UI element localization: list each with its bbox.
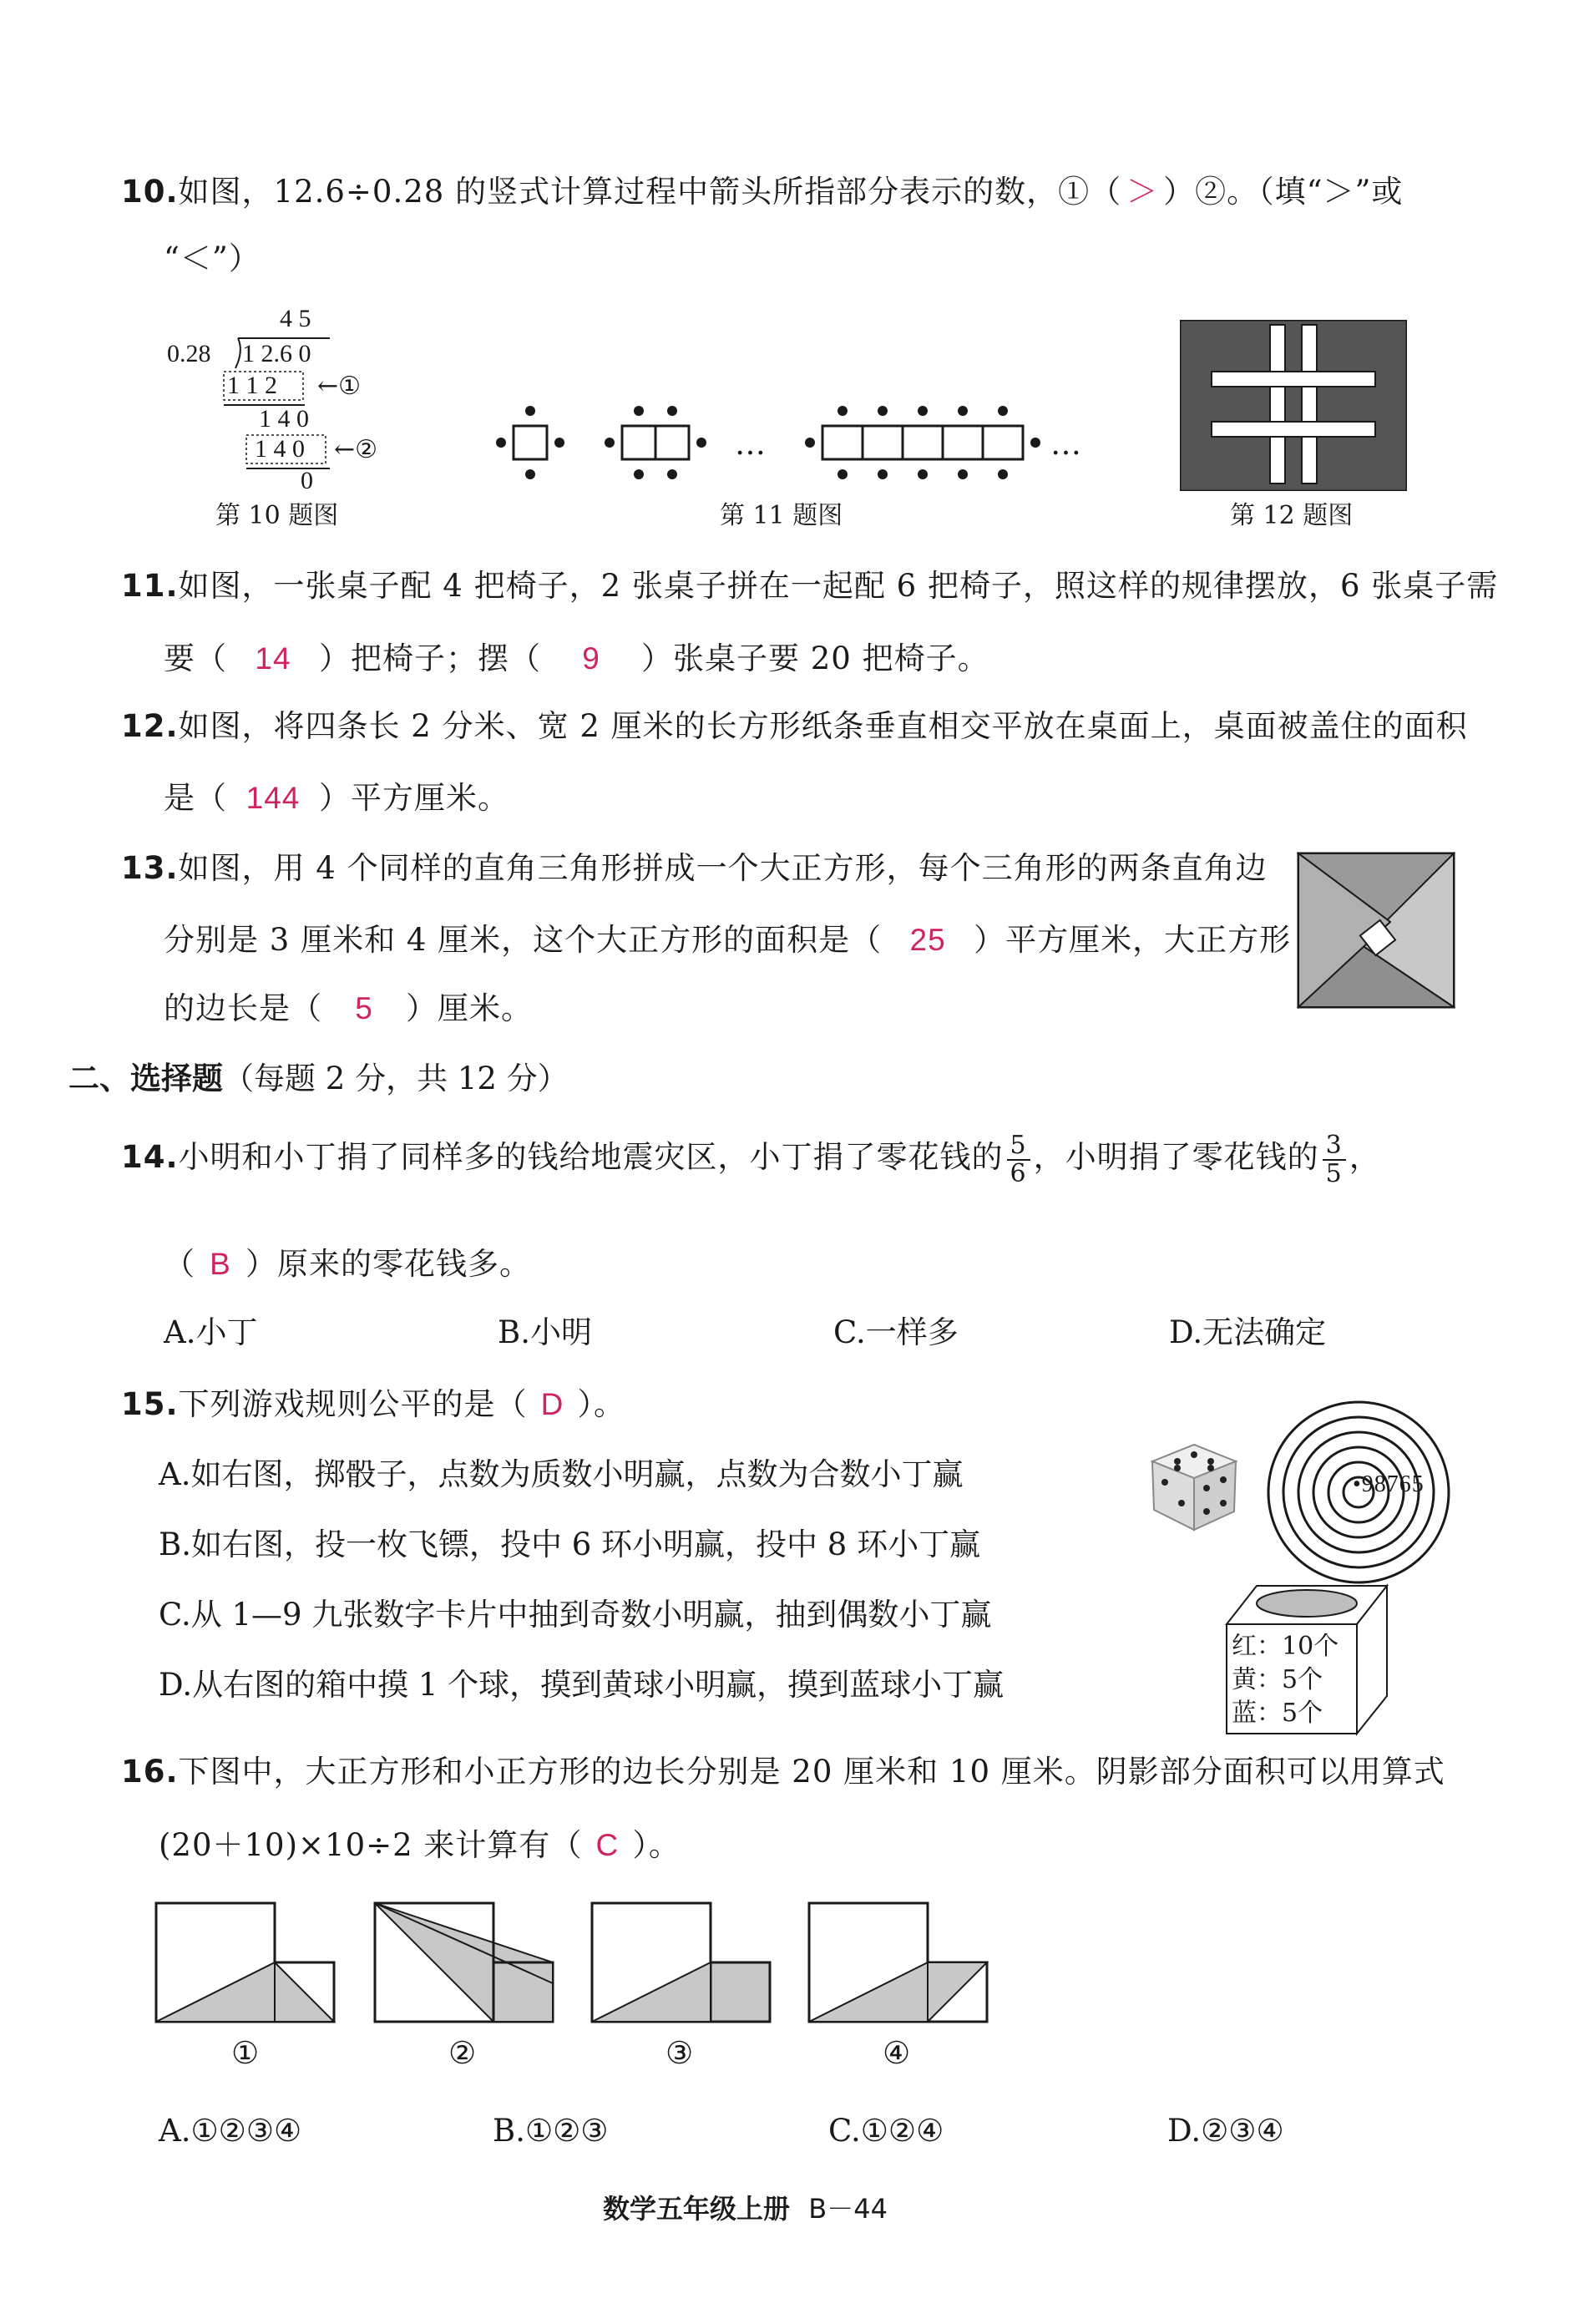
box-blue-count: 蓝：5个 <box>1232 1699 1323 1728</box>
q14-text-b1: （ <box>164 1246 195 1282</box>
q13-text-b2: ）平方厘米，大正方形 <box>974 922 1292 958</box>
division-row1: 1 1 2 <box>227 372 277 399</box>
frac2-denominator: 5 <box>1325 1158 1343 1188</box>
frac1-numerator: 5 <box>1007 1132 1030 1161</box>
q12-text-b1: 是（ <box>164 780 227 816</box>
division-remainder: 0 <box>301 467 313 494</box>
division-row2: 1 4 0 <box>259 405 309 433</box>
box-red-count: 红：10个 <box>1232 1632 1339 1661</box>
q11-ellipsis-2: … <box>1050 426 1082 462</box>
division-dividend: 1 2.6 0 <box>242 340 311 367</box>
q12-text-b2: ）平方厘米。 <box>319 780 509 816</box>
q14-fraction-1 <box>1007 1132 1030 1187</box>
q14-text-end: ， <box>1349 1139 1381 1175</box>
q16-text: 下图中，大正方形和小正方形的边长分别是 20 厘米和 10 厘米。阴影部分面积可以用算式 <box>178 1754 1445 1790</box>
q16-line2 <box>159 1825 681 1866</box>
q11-text: 如图，一张桌子配 4 把椅子，2 张桌子拼在一起配 6 把椅子，照这样的规律摆放，6 张桌子需 <box>178 568 1499 604</box>
q13-number: 13. <box>121 850 179 886</box>
q16-number: 16. <box>121 1754 179 1790</box>
q10-text-b: ）②。（填“＞”或 <box>1163 174 1404 210</box>
q13-text: 如图，用 4 个同样的直角三角形拼成一个大正方形，每个三角形的两条直角边 <box>178 850 1268 886</box>
target-ring-labels: •98765 <box>1353 1471 1425 1497</box>
q15-text-a1: 下列游戏规则公平的是（ <box>178 1386 528 1422</box>
q13-figure <box>1297 852 1455 1009</box>
q14-text-a: 小明和小丁捐了同样多的钱给地震灾区，小丁捐了零花钱的 <box>178 1139 1004 1175</box>
q10-line1 <box>121 172 1403 212</box>
q10-line2: “＜”） <box>164 241 261 276</box>
q11-text-b3: ）张桌子要 20 把椅子。 <box>641 640 989 676</box>
q11-text-b2: ）把椅子；摆（ <box>319 640 541 676</box>
q11-number: 11. <box>121 568 179 604</box>
q14-option-a: A.小丁 <box>164 1314 258 1350</box>
q13-line3 <box>164 989 533 1029</box>
q16-fig-label-3: ③ <box>665 2035 695 2071</box>
q15-option-b: B.如右图，投一枚飞镖，投中 6 环小明赢，投中 8 环小丁赢 <box>159 1527 981 1562</box>
division-mark2: ←② <box>334 435 378 464</box>
q16-line1 <box>121 1752 1445 1792</box>
q14-text-mid: ，小明捐了零花钱的 <box>1033 1139 1319 1175</box>
section-2-note: （每题 2 分，共 12 分） <box>223 1061 569 1096</box>
q14-option-d: D.无法确定 <box>1169 1314 1327 1350</box>
q15-option-c: C.从 1—9 九张数字卡片中抽到奇数小明赢，抽到偶数小丁赢 <box>159 1597 992 1633</box>
q12-text: 如图，将四条长 2 分米、宽 2 厘米的长方形纸条垂直相交平放在桌面上，桌面被盖住的面积 <box>178 708 1468 744</box>
q11-answer1: 14 <box>255 641 291 676</box>
q14-number: 14. <box>121 1139 179 1175</box>
q10-number: 10. <box>121 174 179 210</box>
q16-figure-3 <box>592 1903 770 2022</box>
q12-caption: 第 12 题图 <box>1230 501 1354 530</box>
footer-title: 数学五年级上册 <box>603 2193 791 2225</box>
q16-fig-label-1: ① <box>231 2035 261 2071</box>
q14-answer: B <box>210 1247 231 1281</box>
q10-answer: ＞ <box>1126 175 1159 209</box>
q14-option-c: C.一样多 <box>833 1314 959 1350</box>
box-yellow-count: 黄：5个 <box>1232 1665 1323 1694</box>
q16-option-c: C.①②④ <box>828 2113 944 2149</box>
q11-line2 <box>164 639 989 679</box>
q10-text: 如图，12.6÷0.28 的竖式计算过程中箭头所指部分表示的数，①（ <box>178 174 1122 210</box>
q16-text-b1: (20＋10)×10÷2 来计算有（ <box>159 1827 583 1863</box>
q16-answer: C <box>595 1828 620 1862</box>
division-mark1: ←① <box>317 372 362 401</box>
footer-page-number: B－44 <box>808 2193 888 2225</box>
q13-text-b1: 分别是 3 厘米和 4 厘米，这个大正方形的面积是（ <box>164 922 883 958</box>
q16-fig-label-4: ④ <box>883 2035 912 2071</box>
q11-ellipsis-1: … <box>735 426 767 462</box>
section-2-title: 二、选择题 <box>68 1061 223 1096</box>
q10-division-figure <box>167 305 417 497</box>
q12-line1 <box>121 706 1468 747</box>
q15-option-a: A.如右图，掷骰子，点数为质数小明赢，点数为合数小丁赢 <box>159 1456 964 1492</box>
q16-option-d: D.②③④ <box>1167 2113 1284 2149</box>
q16-fig-label-2: ② <box>448 2035 478 2071</box>
frac1-denominator: 6 <box>1010 1158 1027 1188</box>
q12-number: 12. <box>121 708 179 744</box>
q11-line1 <box>121 566 1498 606</box>
q11-caption: 第 11 题图 <box>720 501 843 530</box>
division-row3: 1 4 0 <box>255 435 305 463</box>
q14-line1 <box>121 1127 1381 1187</box>
page-footer <box>603 2188 888 2226</box>
q12-answer: 144 <box>245 781 301 815</box>
q15-answer: D <box>540 1387 564 1421</box>
q12-figure <box>1180 320 1407 491</box>
q13-text-c1: 的边长是（ <box>164 990 322 1026</box>
q16-figure-2 <box>375 1903 553 2022</box>
q11-text-b1: 要（ <box>164 640 227 676</box>
box-contents <box>1232 1630 1339 1730</box>
q15-text-a2: ）。 <box>577 1386 626 1422</box>
q15-option-d: D.从右图的箱中摸 1 个球，摸到黄球小明赢，摸到蓝球小丁赢 <box>159 1667 1005 1703</box>
q13-text-c2: ）厘米。 <box>406 990 533 1026</box>
q13-answer1: 25 <box>909 923 946 957</box>
q13-line1 <box>121 848 1268 889</box>
dice-icon <box>1144 1436 1244 1537</box>
q16-text-b2: ）。 <box>632 1827 681 1863</box>
q13-line2 <box>164 920 1291 960</box>
q15-line1 <box>121 1385 625 1425</box>
q14-fraction-2 <box>1323 1132 1346 1187</box>
division-divisor: 0.28 <box>167 340 211 367</box>
q14-text-b2: ）原来的零花钱多。 <box>245 1246 531 1282</box>
q16-figures <box>154 1900 989 2025</box>
section-2-heading <box>68 1059 569 1099</box>
frac2-numerator: 3 <box>1323 1132 1346 1161</box>
q10-caption: 第 10 题图 <box>215 501 339 530</box>
division-lines <box>167 305 417 497</box>
q11-answer2: 9 <box>582 641 600 676</box>
q13-answer2: 5 <box>355 991 373 1025</box>
q15-number: 15. <box>121 1386 179 1422</box>
q16-figure-1 <box>156 1903 334 2022</box>
q11-figure <box>493 392 1094 493</box>
q14-line2 <box>164 1244 531 1284</box>
q14-option-b: B.小明 <box>498 1314 592 1350</box>
q16-figure-4 <box>809 1903 987 2022</box>
division-quotient: 4 5 <box>280 305 311 332</box>
q12-line2 <box>164 778 509 818</box>
q16-option-b: B.①②③ <box>493 2113 609 2149</box>
q16-option-a: A.①②③④ <box>159 2113 302 2149</box>
